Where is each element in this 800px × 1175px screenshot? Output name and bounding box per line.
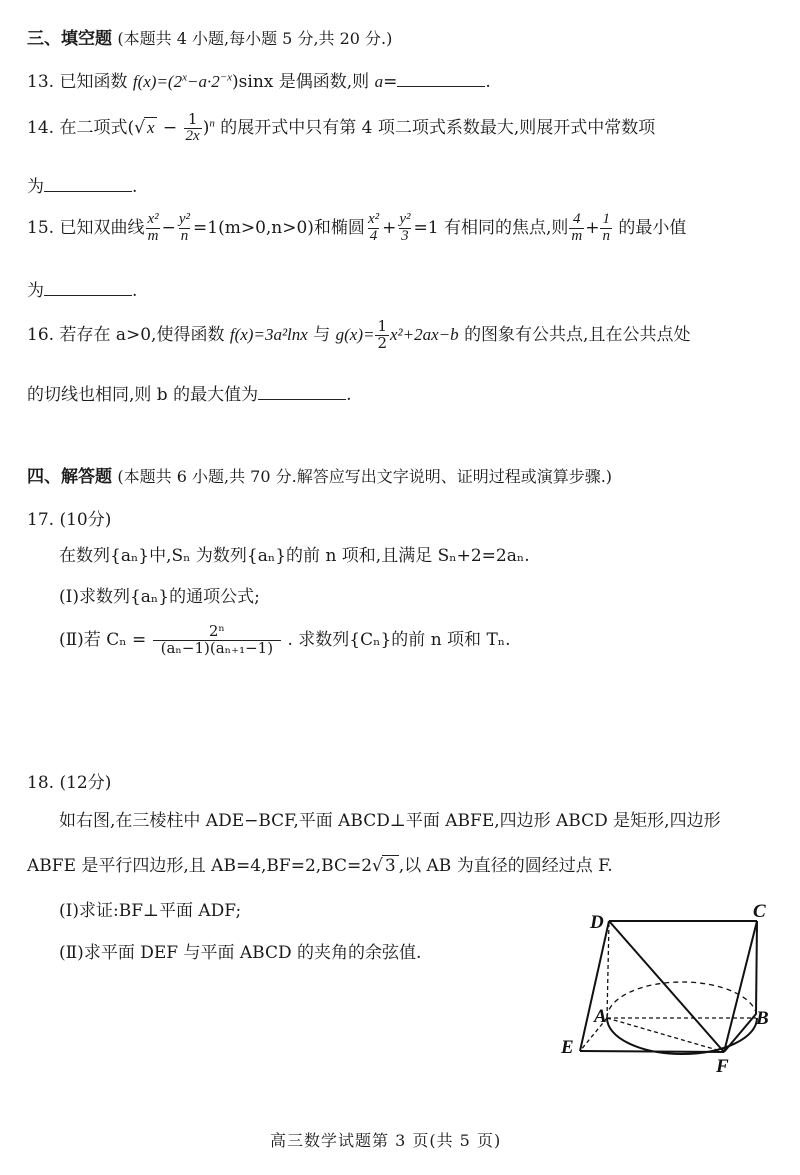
q15-line2: 为 bbox=[27, 281, 44, 301]
q15-text: 已知双曲线 bbox=[59, 217, 145, 238]
question-14: 14. 在二项式(√ x − $\frac{1}{2x}$ )$^n$ 的展开式中只有第 4 项二项式系数最大,则展开式中常数项 bbox=[27, 110, 656, 144]
q14-number: 14. bbox=[27, 117, 55, 138]
label-D: D bbox=[590, 912, 604, 933]
question-16-line2 bbox=[27, 380, 352, 405]
q16-number: 16. bbox=[27, 324, 55, 345]
q14-period: . bbox=[132, 177, 138, 197]
label-A: A bbox=[594, 1006, 607, 1027]
q13-answer-blank bbox=[397, 70, 485, 87]
q17-part2 bbox=[59, 624, 511, 657]
edge-AF bbox=[607, 1018, 724, 1052]
q13-tail: )sinx 是偶函数,则 bbox=[232, 72, 375, 92]
q15-frac-1-n: $\frac{1}{n}$ bbox=[602, 211, 610, 244]
q13-mid: −a·2 bbox=[186, 72, 220, 91]
q15-period: . bbox=[132, 281, 138, 301]
edge-DF bbox=[609, 921, 724, 1052]
q18-part1: (Ⅰ)求证:BF⊥平面 ADF; bbox=[59, 901, 242, 921]
q17-part2-b: . 求数列{Cₙ}的前 n 项和 Tₙ. bbox=[287, 629, 511, 650]
q15-cond: =1(m>0,n>0)和椭圆 bbox=[193, 217, 365, 238]
question-15-line2 bbox=[27, 276, 137, 301]
q17-stem: 在数列{aₙ}中,Sₙ 为数列{aₙ}的前 n 项和,且满足 Sₙ+2=2aₙ. bbox=[59, 546, 530, 566]
question-15: 15. 已知双曲线 $\frac{\text{x²}}{m}$ − $\frac{\text{y²}}{n}$ =1(m>0,n>0)和椭圆 $\frac{\text{x²}}{4}$ + $\frac{\text{y²}}{3}$ =1 有相同的焦点,则 $\frac{4}{m}$ + $\frac{1}{n}$ 的最小值 bbox=[27, 211, 687, 244]
q13-period: . bbox=[485, 72, 491, 92]
q13-func: f(x)=(2 bbox=[132, 72, 183, 91]
q18-stem-line1: 如右图,在三棱柱中 ADE−BCF,平面 ABCD⊥平面 ABFE,四边形 ABCD 是矩形,四边形 bbox=[59, 811, 721, 831]
q14-line2: 为 bbox=[27, 177, 44, 197]
section4-title: 四、解答题 bbox=[27, 467, 112, 487]
prism-figure bbox=[550, 900, 790, 1080]
page-footer: 高三数学试题第 3 页(共 5 页) bbox=[270, 1131, 502, 1150]
q16-f: f(x)=3a²lnx bbox=[229, 324, 308, 344]
q15-frac-y2-3: $\frac{\text{y²}}{3}$ bbox=[399, 211, 411, 244]
q13-text: 已知函数 bbox=[59, 72, 128, 92]
label-E: E bbox=[561, 1037, 574, 1058]
edge-CB bbox=[756, 921, 757, 1014]
section4-note: (本题共 6 小题,共 70 分.解答应写出文字说明、证明过程或演算步骤.) bbox=[117, 467, 613, 486]
question-13: 13. 已知函数 $f(x)=(2^x-a\cdot 2^{-x})\sin x$ 是偶函数,则 a= . bbox=[27, 71, 491, 92]
q14-minus: − bbox=[162, 117, 178, 138]
section3-heading bbox=[27, 24, 392, 49]
edge-AD bbox=[607, 921, 609, 1018]
q17-part1: (Ⅰ)求数列{aₙ}的通项公式; bbox=[59, 587, 260, 607]
q14-answer-blank bbox=[44, 175, 132, 192]
edge-DE bbox=[580, 921, 609, 1051]
q14-sqrt-x: x bbox=[144, 117, 158, 138]
label-C: C bbox=[753, 901, 766, 922]
q17-part2-a: (Ⅱ)若 Cₙ = bbox=[59, 629, 147, 650]
section4-heading bbox=[27, 462, 612, 487]
q17-fraction: $\frac{\text{2ⁿ}}{\text{(aₙ−1)(aₙ₊₁−1)}}$ bbox=[153, 624, 281, 657]
label-B: B bbox=[756, 1008, 769, 1029]
q16-frac-half: $\frac{1}{2}$ bbox=[377, 317, 388, 352]
q15-frac-y2-n: $\frac{\text{y²}}{n}$ bbox=[178, 211, 191, 244]
q15-frac-x2-m: $\frac{\text{x²}}{m}$ bbox=[147, 211, 159, 244]
q14-text: 在二项式( bbox=[59, 117, 135, 138]
q18-part2: (Ⅱ)求平面 DEF 与平面 ABCD 的夹角的余弦值. bbox=[59, 943, 422, 963]
q15-tail: =1 有相同的焦点,则 bbox=[413, 217, 569, 238]
q15-frac-4-m: $\frac{4}{m}$ bbox=[571, 211, 583, 244]
q16-text: 若存在 a>0,使得函数 bbox=[59, 324, 225, 345]
q14-fraction: $\frac{1}{2x}$ bbox=[185, 110, 200, 144]
q16-answer-blank bbox=[258, 383, 346, 400]
q15-frac-x2-4: $\frac{\text{x²}}{4}$ bbox=[367, 211, 380, 244]
section3-note: (本题共 4 小题,每小题 5 分,共 20 分.) bbox=[117, 29, 393, 48]
q16-period: . bbox=[346, 385, 352, 405]
q16-with: 与 bbox=[313, 324, 331, 345]
q15-number: 15. bbox=[27, 217, 55, 238]
q18-stem2-b: ,以 AB 为直径的圆经过点 F. bbox=[398, 856, 613, 876]
circle-front-arc bbox=[607, 1018, 757, 1054]
question-14-line2 bbox=[27, 172, 137, 197]
q13-number: 13. bbox=[27, 72, 55, 92]
q14-tail: 的展开式中只有第 4 项二项式系数最大,则展开式中常数项 bbox=[220, 117, 656, 138]
section3-title: 三、填空题 bbox=[27, 29, 112, 49]
q13-eq: = bbox=[383, 72, 398, 92]
q18-header: 18. (12分) bbox=[27, 773, 112, 793]
question-16 bbox=[27, 319, 690, 352]
q17-header: 17. (10分) bbox=[27, 510, 112, 530]
q16-line2: 的切线也相同,则 b 的最大值为 bbox=[27, 385, 259, 405]
q18-stem2-a: ABFE 是平行四边形,且 AB=4,BF=2,BC=2 bbox=[27, 856, 373, 876]
label-F: F bbox=[716, 1056, 729, 1077]
q18-sqrt3: 3 bbox=[382, 855, 399, 876]
q16-g: g(x)= bbox=[335, 324, 375, 344]
q15-end: 的最小值 bbox=[618, 217, 687, 238]
q16-g-tail: x²+2ax−b bbox=[390, 324, 459, 344]
q18-stem-line2: ABFE 是平行四边形,且 AB=4,BF=2,BC=2√ 3 ,以 AB 为直径的圆经过点 F. bbox=[27, 856, 613, 876]
q15-answer-blank bbox=[44, 279, 132, 296]
q16-tail: 的图象有公共点,且在公共点处 bbox=[464, 324, 691, 345]
q13-var: a bbox=[374, 72, 384, 91]
